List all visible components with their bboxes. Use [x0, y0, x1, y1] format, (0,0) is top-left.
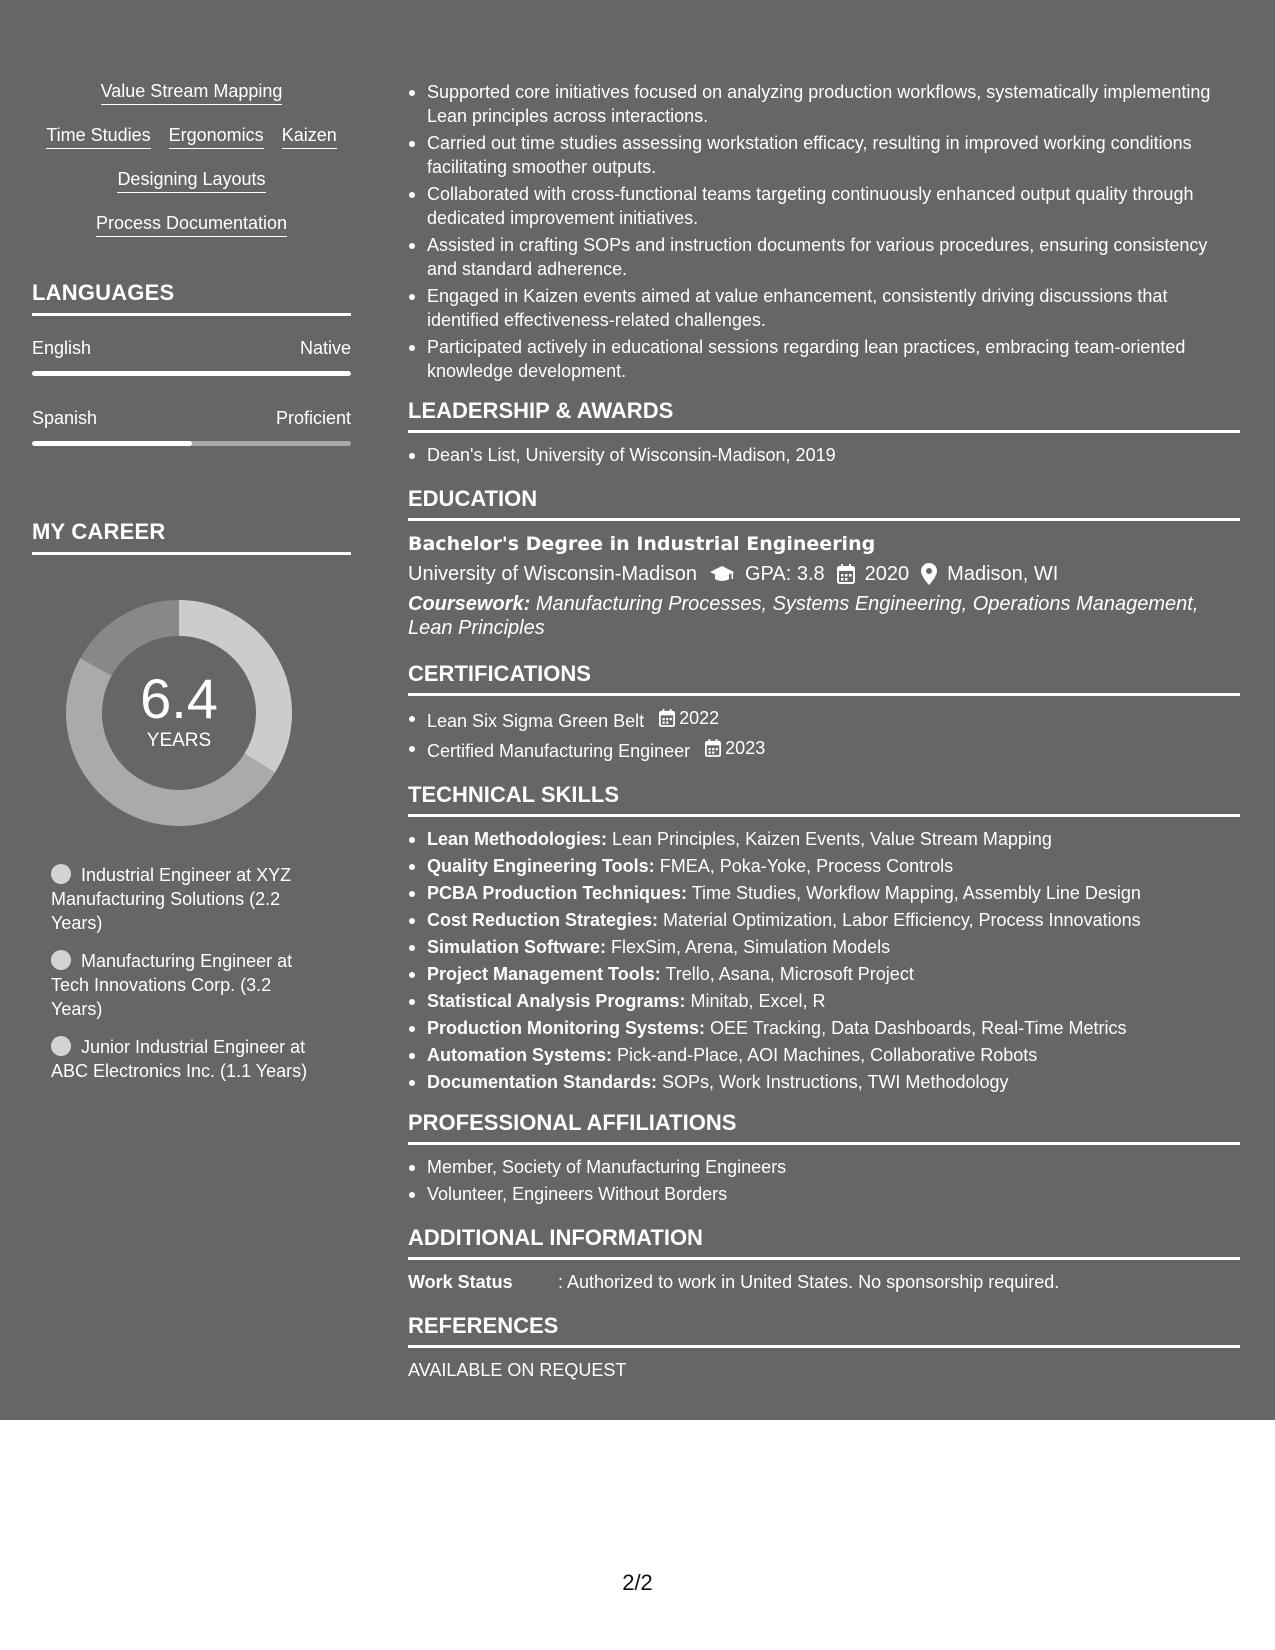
- bullet-dot-icon: [51, 864, 71, 884]
- section-divider: [408, 430, 1240, 433]
- skill-tag: Ergonomics: [169, 122, 264, 149]
- section-divider: [408, 814, 1240, 817]
- donut-center: [66, 600, 292, 826]
- certifications-list: [408, 706, 1240, 763]
- language-proficiency-bar: [32, 441, 351, 446]
- degree-name: Bachelor's Degree in Industrial Engineering: [408, 533, 876, 555]
- calendar-icon: [659, 709, 675, 727]
- section-divider: [408, 1345, 1240, 1348]
- skill-label: PCBA Production Techniques:: [427, 883, 688, 903]
- language-name: Spanish: [32, 408, 98, 428]
- certification-item: [408, 706, 1240, 733]
- skill-value: Material Optimization, Labor Efficiency, Process Innovations: [663, 910, 1141, 930]
- certification-year: 2023: [725, 738, 766, 758]
- calendar-icon: [705, 739, 721, 757]
- skill-value: FlexSim, Arena, Simulation Models: [611, 937, 891, 957]
- technical-skills-title: TECHNICAL SKILLS: [408, 782, 620, 807]
- affiliations-list: [408, 1155, 1240, 1206]
- skill-label: Project Management Tools:: [427, 964, 661, 984]
- skill-item: [408, 854, 1240, 878]
- work-status-row: [408, 1270, 1240, 1294]
- skill-item: [408, 908, 1240, 932]
- references-value: AVAILABLE ON REQUEST: [408, 1360, 627, 1380]
- work-status-value: : Authorized to work in United States. No sponsorship required.: [558, 1272, 1060, 1292]
- education-section: [408, 485, 1240, 640]
- language-english: [32, 336, 351, 376]
- leadership-title: LEADERSHIP & AWARDS: [408, 398, 674, 423]
- career-item: Junior Industrial Engineer at ABC Electronics Inc. (1.1 Years): [51, 1037, 308, 1081]
- skill-value: OEE Tracking, Data Dashboards, Real-Time Metrics: [710, 1018, 1127, 1038]
- language-proficiency-fill: [32, 371, 351, 376]
- skill-value: Trello, Asana, Microsoft Project: [665, 964, 914, 984]
- language-spanish: [32, 406, 351, 446]
- skill-item: [408, 935, 1240, 959]
- skill-item: [408, 989, 1240, 1013]
- certifications-section: [408, 660, 1240, 763]
- career-section: [32, 518, 351, 1083]
- skill-tag: Process Documentation: [96, 210, 287, 237]
- technical-skills-section: [408, 781, 1240, 1094]
- skill-value: Pick-and-Place, AOI Machines, Collaborative Robots: [617, 1045, 1038, 1065]
- skill-item: [408, 1070, 1240, 1094]
- language-proficiency-fill: [32, 441, 192, 446]
- experience-bullet: Carried out time studies assessing workstation efficacy, resulting in improved working conditions facilitating smoother outputs.: [408, 131, 1240, 179]
- career-list: [51, 863, 321, 1083]
- certifications-title: CERTIFICATIONS: [408, 661, 591, 686]
- total-years-unit: YEARS: [146, 730, 212, 751]
- career-item: Industrial Engineer at XYZ Manufacturing Solutions (2.2 Years): [51, 865, 292, 933]
- education-title: EDUCATION: [408, 486, 538, 511]
- references-title: REFERENCES: [408, 1313, 559, 1338]
- language-proficiency-bar: [32, 371, 351, 376]
- experience-bullets: [408, 80, 1240, 383]
- additional-info-title: ADDITIONAL INFORMATION: [408, 1225, 703, 1250]
- affiliations-section: [408, 1109, 1240, 1206]
- skill-tag: Designing Layouts: [117, 166, 265, 193]
- total-years-value: 6.4: [140, 667, 218, 730]
- experience-bullet: Collaborated with cross-functional teams targeting continuously enhanced output quality through dedicated improvement initiatives.: [408, 182, 1240, 230]
- affiliations-title: PROFESSIONAL AFFILIATIONS: [408, 1110, 737, 1135]
- experience-bullet: Participated actively in educational sessions regarding lean practices, embracing team-oriented knowledge development.: [408, 335, 1240, 383]
- skill-label: Production Monitoring Systems:: [427, 1018, 706, 1038]
- bullet-dot-icon: [51, 950, 71, 970]
- skill-item: [408, 1016, 1240, 1040]
- section-divider: [408, 1257, 1240, 1260]
- technical-skills-list: [408, 827, 1240, 1094]
- bullet-dot-icon: [51, 1036, 71, 1056]
- language-level: Proficient: [275, 408, 351, 428]
- graduation-year: 2020: [864, 563, 910, 585]
- certification-name: Certified Manufacturing Engineer: [427, 741, 691, 761]
- gpa: GPA: 3.8: [744, 563, 825, 585]
- additional-info-section: [408, 1224, 1240, 1294]
- skill-value: FMEA, Poka-Yoke, Process Controls: [659, 856, 954, 876]
- skill-label: Documentation Standards:: [427, 1072, 658, 1092]
- certification-year: 2022: [679, 708, 720, 728]
- skill-value: Lean Principles, Kaizen Events, Value Stream Mapping: [612, 829, 1052, 849]
- certification-item: [408, 736, 1240, 763]
- leadership-list: [408, 443, 1240, 467]
- skill-label: Automation Systems:: [427, 1045, 613, 1065]
- left-sidebar: [32, 78, 351, 1097]
- affiliation-item: Member, Society of Manufacturing Engineers: [408, 1155, 1240, 1179]
- section-divider: [408, 1142, 1240, 1145]
- tag-row: [32, 122, 351, 149]
- main-content: [408, 80, 1240, 1382]
- education-details: [408, 561, 1240, 587]
- skill-item: [408, 881, 1240, 905]
- career-donut-chart: [66, 600, 292, 826]
- skill-label: Lean Methodologies:: [427, 829, 607, 849]
- section-divider: [408, 693, 1240, 696]
- school-location: Madison, WI: [947, 563, 1059, 585]
- experience-bullet: Supported core initiatives focused on analyzing production workflows, systematically implementing Lean principles across interactions.: [408, 80, 1240, 128]
- skill-tag: Value Stream Mapping: [101, 78, 283, 105]
- skill-label: Quality Engineering Tools:: [427, 856, 655, 876]
- leadership-item: Dean's List, University of Wisconsin-Madison, 2019: [408, 443, 1240, 467]
- work-status-label: Work Status: [408, 1272, 513, 1292]
- skill-label: Statistical Analysis Programs:: [427, 991, 686, 1011]
- section-divider: [32, 313, 351, 316]
- calendar-icon: [837, 564, 855, 584]
- skill-label: Simulation Software:: [427, 937, 607, 957]
- tag-row: [32, 78, 351, 105]
- certification-name: Lean Six Sigma Green Belt: [427, 711, 645, 731]
- languages-title: LANGUAGES: [32, 280, 175, 305]
- skill-value: Time Studies, Workflow Mapping, Assembly Line Design: [691, 883, 1141, 903]
- leadership-section: [408, 397, 1240, 467]
- experience-bullet: Assisted in crafting SOPs and instruction documents for various procedures, ensuring consistency and standard adherence.: [408, 233, 1240, 281]
- skill-tags: [32, 78, 351, 237]
- skill-value: Minitab, Excel, R: [690, 991, 826, 1011]
- tag-row: [32, 210, 351, 237]
- coursework: [408, 592, 1240, 640]
- career-title: MY CAREER: [32, 519, 166, 544]
- skill-value: SOPs, Work Instructions, TWI Methodology: [662, 1072, 1009, 1092]
- languages-section: [32, 279, 351, 446]
- section-divider: [32, 552, 351, 555]
- skill-tag: Time Studies: [46, 122, 150, 149]
- skill-tag: Kaizen: [282, 122, 337, 149]
- skill-item: [408, 1043, 1240, 1067]
- skill-label: Cost Reduction Strategies:: [427, 910, 659, 930]
- section-divider: [408, 518, 1240, 521]
- career-item: Manufacturing Engineer at Tech Innovations Corp. (3.2 Years): [51, 951, 293, 1019]
- school-name: University of Wisconsin-Madison: [408, 563, 697, 585]
- page-number: 2/2: [622, 1570, 653, 1595]
- location-pin-icon: [921, 563, 937, 585]
- skill-item: [408, 827, 1240, 851]
- affiliation-item: Volunteer, Engineers Without Borders: [408, 1182, 1240, 1206]
- language-level: Native: [299, 338, 351, 358]
- references-section: [408, 1312, 1240, 1382]
- tag-row: [32, 166, 351, 193]
- language-name: English: [32, 338, 92, 358]
- graduation-cap-icon: [709, 564, 735, 584]
- skill-item: [408, 962, 1240, 986]
- coursework-list: Manufacturing Processes, Systems Engineering, Operations Management, Lean Principles: [408, 593, 1199, 639]
- experience-bullet: Engaged in Kaizen events aimed at value enhancement, consistently driving discussions that identified effectiveness-related challenges.: [408, 284, 1240, 332]
- coursework-label: Coursework:: [408, 593, 531, 615]
